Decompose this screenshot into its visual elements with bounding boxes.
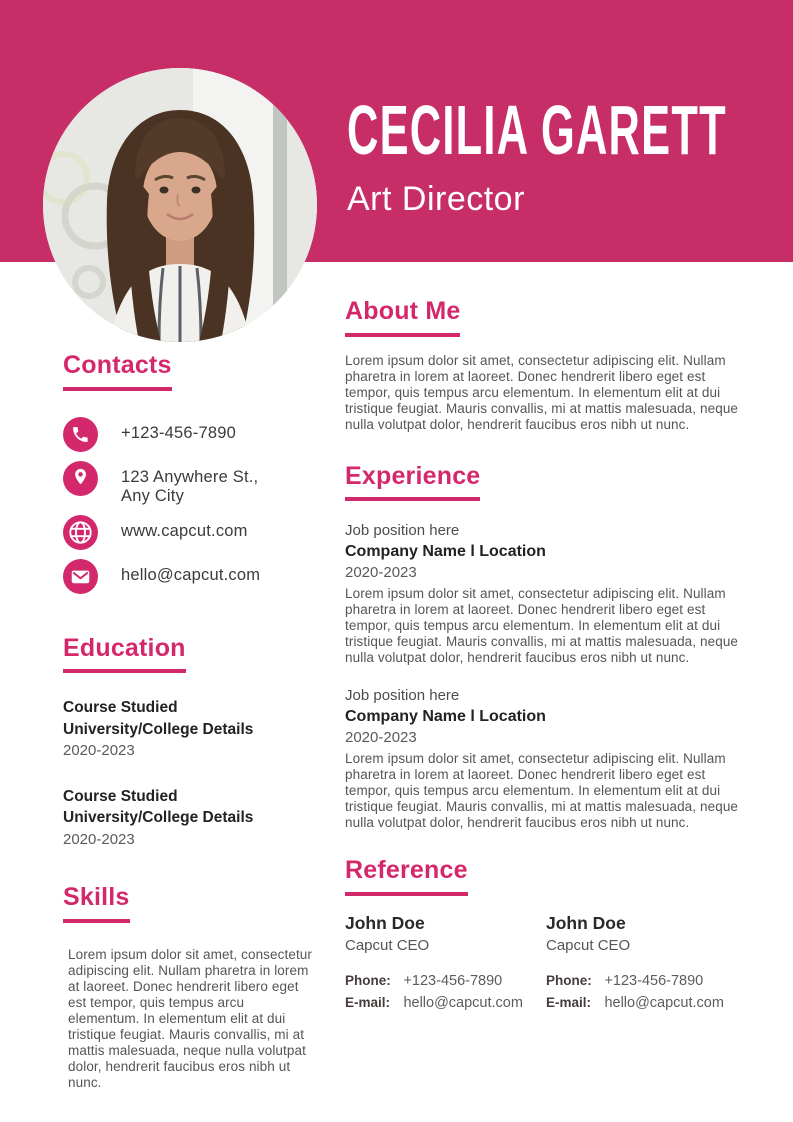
reference-name: John Doe xyxy=(546,912,626,933)
experience-company: Company Name l Location xyxy=(345,708,546,725)
reference-role: Capcut CEO xyxy=(546,936,631,954)
education-course: Course Studied xyxy=(63,699,178,716)
reference-email-label: E-mail: xyxy=(546,994,592,1010)
experience-position: Job position here xyxy=(345,522,460,539)
reference-entry xyxy=(546,912,747,1014)
reference-phone-label: Phone: xyxy=(345,972,391,988)
education-years: 2020-2023 xyxy=(63,742,135,759)
reference-contacts xyxy=(546,970,747,1014)
contact-address xyxy=(121,461,258,506)
reference-email-line xyxy=(546,992,747,1014)
education-entry xyxy=(63,786,313,851)
main-column xyxy=(345,298,747,1014)
education-course: Course Studied xyxy=(63,787,178,805)
reference-email-label: E-mail: xyxy=(345,994,391,1010)
education-school: University/College Details xyxy=(63,809,254,826)
contact-phone: +123-456-7890 xyxy=(121,423,236,442)
experience-years: 2020-2023 xyxy=(345,729,417,746)
experience-heading: Experience xyxy=(345,463,480,502)
contact-list xyxy=(63,417,313,594)
contact-address-line1: 123 Anywhere St., xyxy=(121,467,259,486)
reference-phone-line xyxy=(546,970,747,992)
skills-text: Lorem ipsum dolor sit amet, consectetur adipiscing elit. Nullam pharetra in lorem at laoreet. Donec hendrerit libero eget est tempor, quis tempus arcu elementum. In elementum elit at dui tristique feugiat. Mauris convallis, mi at mattis malesuada, neque nulla volutpat dolor, hendrerit faucibus eros nibh ut nunc. xyxy=(68,946,312,1090)
experience-position: Job position here xyxy=(345,687,460,704)
reference-phone-line xyxy=(345,970,546,992)
reference-email-value: hello@capcut.com xyxy=(403,994,523,1011)
reference-row xyxy=(345,912,747,1014)
education-entry xyxy=(63,697,313,762)
contact-website: www.capcut.com xyxy=(121,521,248,540)
contacts-heading: Contacts xyxy=(63,352,172,391)
experience-years: 2020-2023 xyxy=(345,564,417,581)
experience-entry xyxy=(345,686,747,831)
sidebar xyxy=(63,352,313,1091)
experience-description: Lorem ipsum dolor sit amet, consectetur adipiscing elit. Nullam pharetra in lorem at laoreet. Donec hendrerit libero eget est tempor, quis tempus arcu elementum. In elementum elit at dui tristique feugiat. Mauris convallis, mi at mattis malesuada, neque nulla volutpat dolor, hendrerit faucibus eros nibh ut nunc. xyxy=(345,751,739,830)
person-role: Art Director xyxy=(347,180,525,219)
reference-phone-label: Phone: xyxy=(546,972,592,988)
reference-entry xyxy=(345,912,546,1014)
about-text: Lorem ipsum dolor sit amet, consectetur adipiscing elit. Nullam pharetra in lorem at laoreet. Donec hendrerit libero eget est tempor, quis tempus arcu elementum. In elementum elit at dui tristique feugiat. Mauris convallis, mi at mattis malesuada, neque nulla volutpat dolor, hendrerit faucibus eros nibh ut nunc. xyxy=(345,352,739,432)
education-heading: Education xyxy=(63,635,186,674)
reference-name: John Doe xyxy=(345,912,425,933)
portrait-illustration xyxy=(43,68,317,342)
profile-photo xyxy=(43,68,317,342)
person-name: CECILIA GARETT xyxy=(347,91,727,169)
experience-entry xyxy=(345,521,747,666)
education-school: University/College Details xyxy=(63,720,254,738)
header-title-block xyxy=(347,91,793,219)
contact-row-website xyxy=(63,515,313,550)
contact-row-address xyxy=(63,461,313,506)
reference-phone-value: +123-456-7890 xyxy=(604,972,704,989)
contact-email: hello@capcut.com xyxy=(121,565,261,584)
about-heading: About Me xyxy=(345,298,460,337)
contact-address-line2: Any City xyxy=(121,486,185,505)
experience-description: Lorem ipsum dolor sit amet, consectetur adipiscing elit. Nullam pharetra in lorem at laoreet. Donec hendrerit libero eget est tempor, quis tempus arcu elementum. In elementum elit at dui tristique feugiat. Mauris convallis, mi at mattis malesuada, neque nulla volutpat dolor, hendrerit faucibus eros nibh ut nunc. xyxy=(345,586,739,665)
globe-icon xyxy=(63,515,98,550)
skills-heading: Skills xyxy=(63,884,130,923)
reference-role: Capcut CEO xyxy=(345,936,430,954)
reference-heading: Reference xyxy=(345,857,468,896)
contact-row-email xyxy=(63,559,313,594)
phone-icon xyxy=(63,417,98,452)
reference-contacts xyxy=(345,970,546,1014)
contact-row-phone xyxy=(63,417,313,452)
education-years: 2020-2023 xyxy=(63,830,135,848)
location-icon xyxy=(63,461,98,496)
experience-company: Company Name l Location xyxy=(345,543,546,560)
email-icon xyxy=(63,559,98,594)
reference-email-value: hello@capcut.com xyxy=(604,994,724,1011)
reference-email-line xyxy=(345,992,546,1014)
reference-phone-value: +123-456-7890 xyxy=(403,972,503,989)
